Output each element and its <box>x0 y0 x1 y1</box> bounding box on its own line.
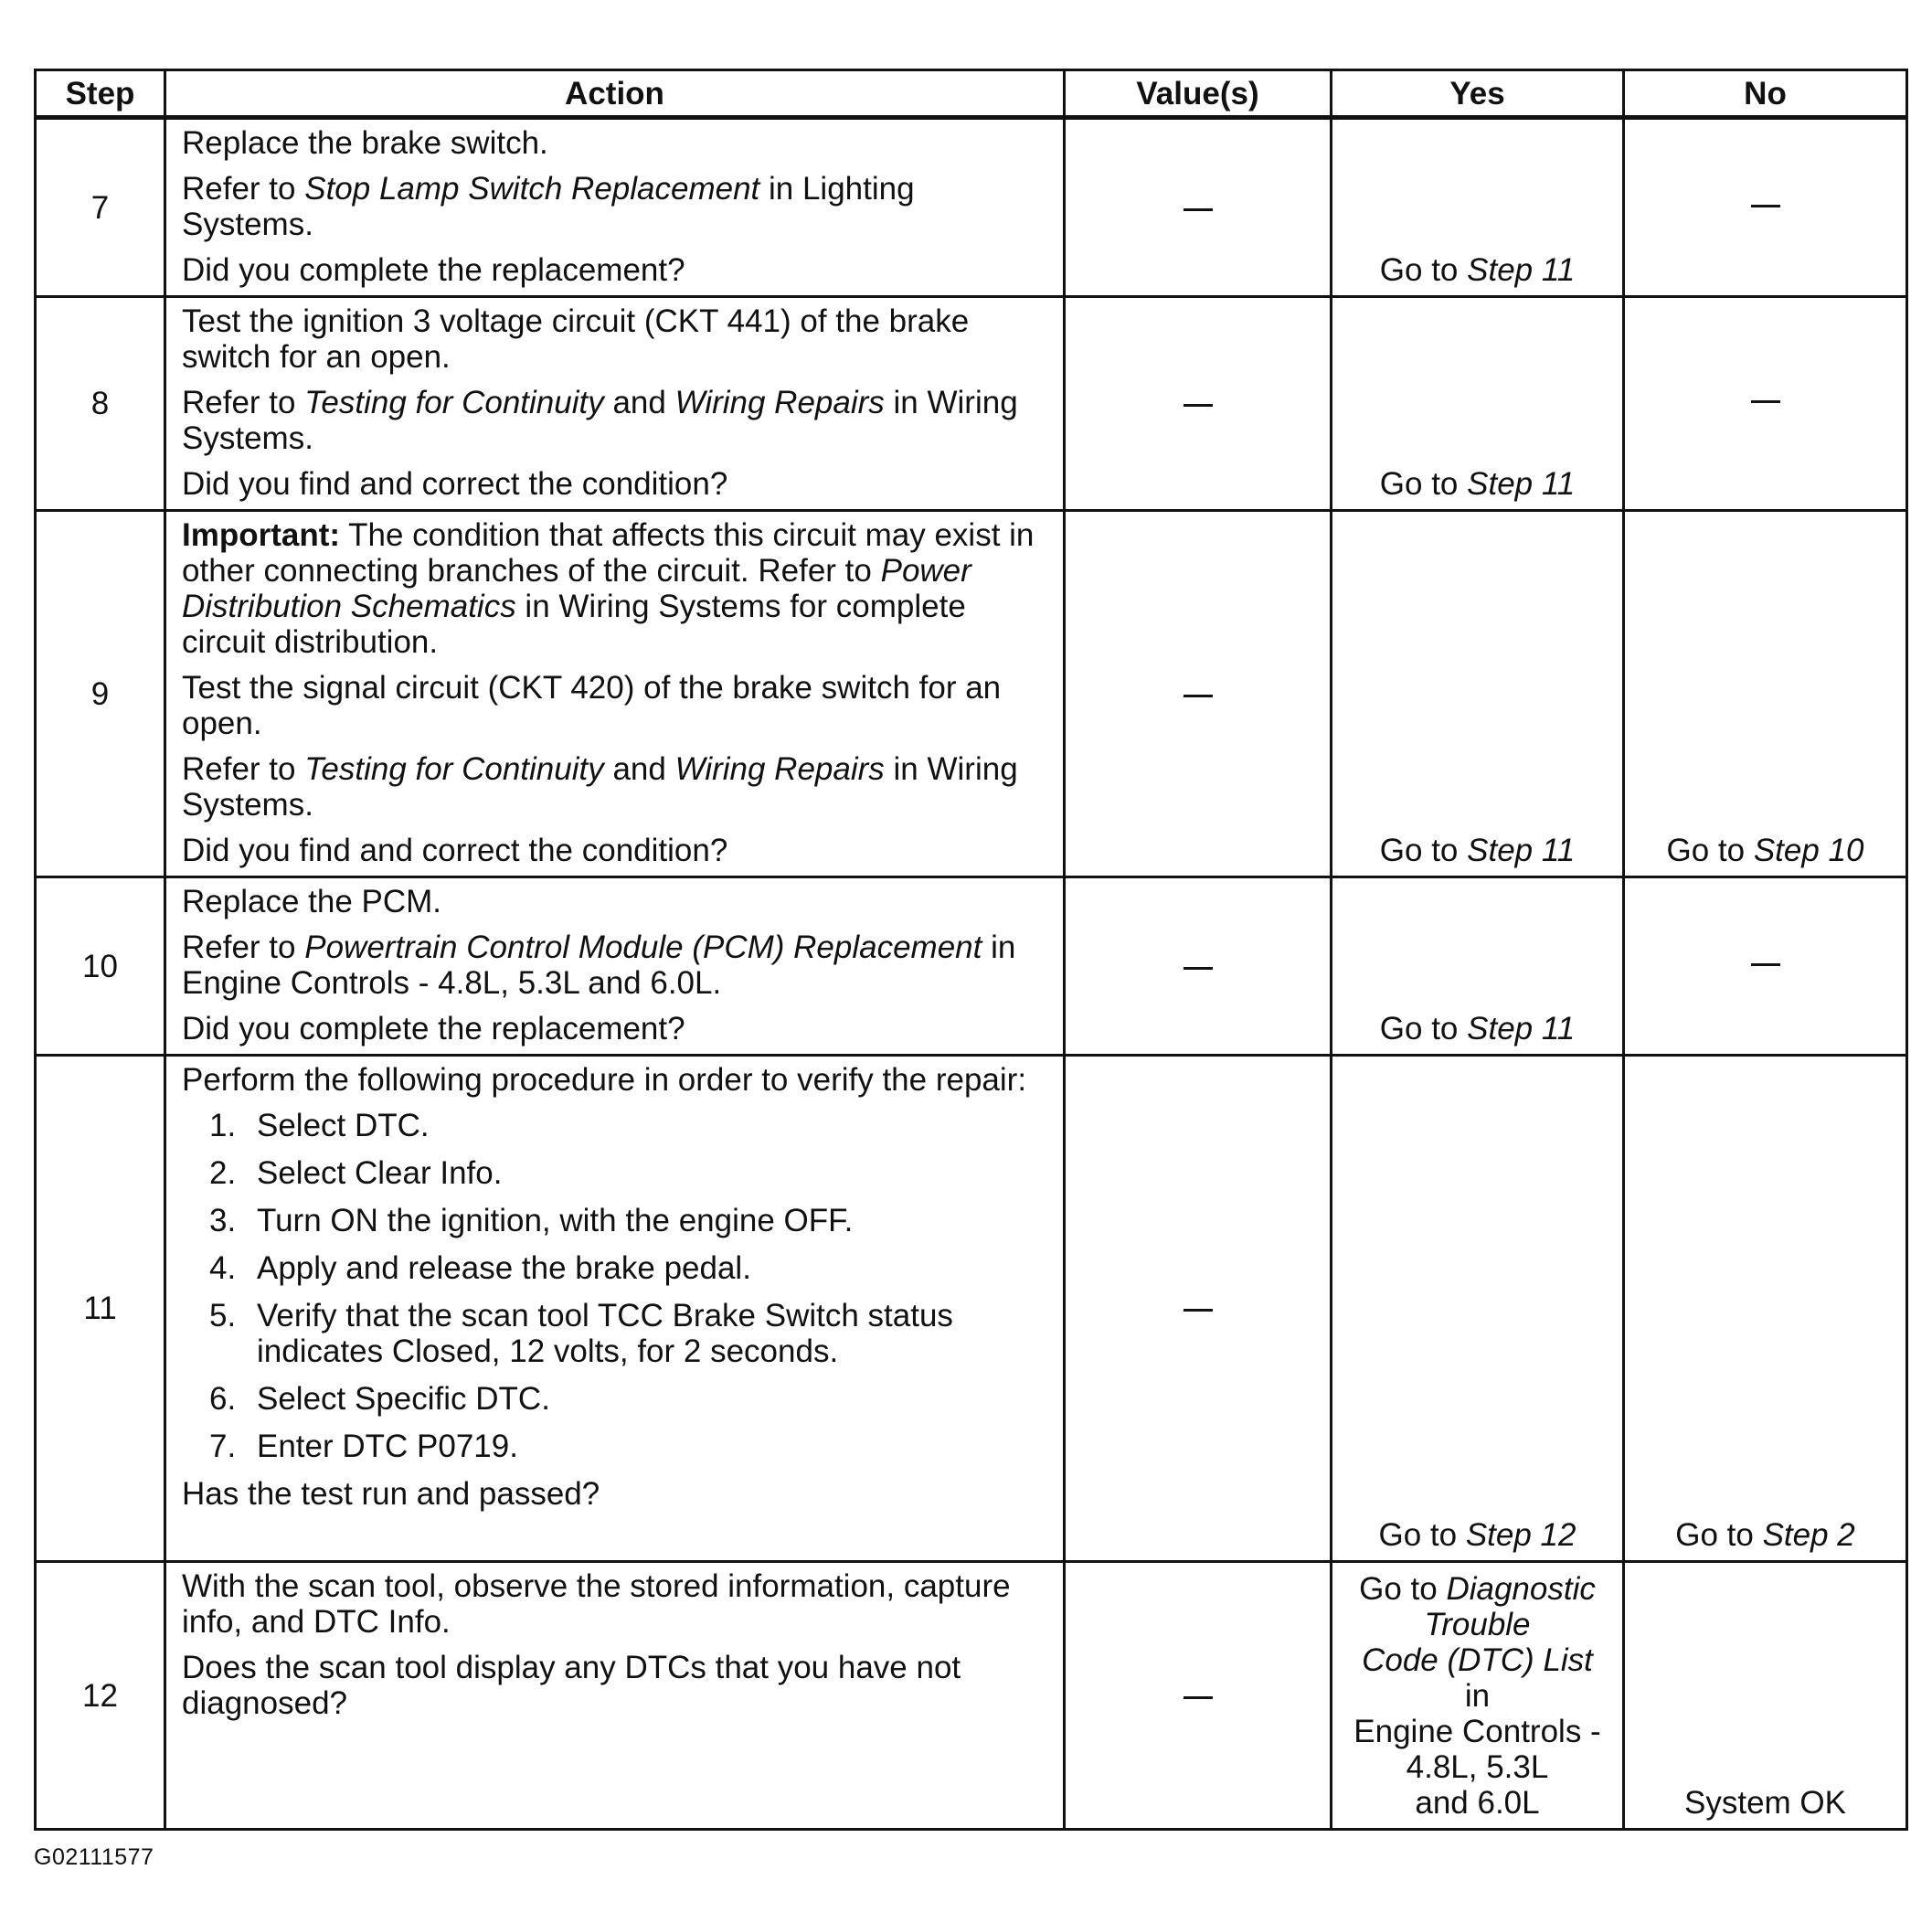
no-cell <box>1624 297 1907 511</box>
list-item: 5. Verify that the scan tool TCC Brake Switch status indicates Closed, 12 volts, for 2 seconds. <box>209 1298 953 1369</box>
action-question: Did you complete the replacement? <box>182 1011 685 1046</box>
dash-mark <box>1751 400 1780 403</box>
action-text: Refer to Stop Lamp Switch Replacement in Lighting Systems. <box>182 171 915 242</box>
yes-cell: Go to Step 12 <box>1332 1056 1624 1562</box>
dash-mark <box>1751 205 1780 207</box>
reference-link[interactable]: Wiring Repairs <box>674 385 885 420</box>
action-question: Does the scan tool display any DTCs that you have not diagnosed? <box>182 1650 961 1721</box>
procedure-list <box>182 1108 1052 1464</box>
yes-cell: Go to Step 11 <box>1332 877 1624 1056</box>
action-question: Has the test run and passed? <box>182 1476 600 1512</box>
header-no: No <box>1624 70 1907 118</box>
table-row <box>36 1562 1907 1830</box>
reference-link[interactable]: Stop Lamp Switch Replacement <box>304 171 760 207</box>
action-text: Refer to Powertrain Control Module (PCM) Replacement in Engine Controls - 4.8L, 5.3L and 6.0L. <box>182 930 1016 1001</box>
action-text: Refer to Testing for Continuity and Wiring Repairs in Wiring Systems. <box>182 385 1018 456</box>
no-cell <box>1624 118 1907 297</box>
yes-line: Go to Diagnostic <box>1359 1571 1596 1607</box>
dash-mark <box>1184 1309 1213 1312</box>
figure-id: G02111577 <box>34 1844 154 1870</box>
action-text: Important: The condition that affects this circuit may exist in other connecting branches of the circuit. Refer to Power Distribution Schematics in Wiring Systems for complete circuit distribution. <box>182 517 1035 660</box>
yes-line: Engine Controls - <box>1353 1714 1601 1749</box>
yes-line: 4.8L, 5.3L <box>1406 1749 1549 1785</box>
no-cell: Go to Step 2 <box>1624 1056 1907 1562</box>
step-number: 11 <box>36 1056 165 1562</box>
table-row <box>36 877 1907 1056</box>
table-row <box>36 511 1907 877</box>
step-link[interactable]: Step 12 <box>1465 1517 1576 1553</box>
reference-link[interactable]: Diagnostic <box>1446 1571 1596 1607</box>
action-text: Replace the brake switch. <box>182 125 548 161</box>
header-values: Value(s) <box>1065 70 1332 118</box>
list-item: 2. Select Clear Info. <box>209 1155 503 1191</box>
dash-mark <box>1184 404 1213 407</box>
header-row <box>36 70 1907 118</box>
list-item: 4. Apply and release the brake pedal. <box>209 1250 751 1286</box>
action-text: Test the signal circuit (CKT 420) of the brake switch for an open. <box>182 670 1002 741</box>
list-item: 1. Select DTC. <box>209 1108 430 1143</box>
reference-link[interactable]: Wiring Repairs <box>674 751 885 787</box>
diagnostic-table <box>34 69 1908 1831</box>
dash-mark <box>1184 1696 1213 1699</box>
value-cell <box>1065 297 1332 511</box>
table-row <box>36 118 1907 297</box>
action-cell <box>165 118 1065 297</box>
action-text: With the scan tool, observe the stored information, capture info, and DTC Info. <box>182 1568 1011 1640</box>
reference-link[interactable]: Testing for Continuity <box>304 751 604 787</box>
value-cell <box>1065 1056 1332 1562</box>
dash-mark <box>1184 967 1213 970</box>
list-item: 6. Select Specific DTC. <box>209 1381 550 1417</box>
yes-line: Trouble <box>1424 1607 1531 1642</box>
action-cell <box>165 1056 1065 1562</box>
no-cell <box>1624 877 1907 1056</box>
step-link[interactable]: Step 2 <box>1762 1517 1855 1553</box>
step-number: 10 <box>36 877 165 1056</box>
action-cell <box>165 297 1065 511</box>
action-question: Did you find and correct the condition? <box>182 466 728 502</box>
yes-line: Code (DTC) List <box>1362 1642 1593 1678</box>
action-question: Did you complete the replacement? <box>182 252 685 288</box>
action-text: Perform the following procedure in order to verify the repair: <box>182 1062 1027 1098</box>
step-number: 8 <box>36 297 165 511</box>
action-text: Test the ignition 3 voltage circuit (CKT 441) of the brake switch for an open. <box>182 303 970 375</box>
table-row <box>36 1056 1907 1562</box>
list-item: 7. Enter DTC P0719. <box>209 1429 518 1464</box>
dash-mark <box>1184 208 1213 211</box>
yes-cell: Go to Step 11 <box>1332 511 1624 877</box>
header-step: Step <box>36 70 165 118</box>
action-cell <box>165 511 1065 877</box>
reference-link[interactable]: Powertrain Control Module (PCM) Replacement <box>304 930 982 965</box>
step-number: 9 <box>36 511 165 877</box>
value-cell <box>1065 511 1332 877</box>
value-cell <box>1065 118 1332 297</box>
list-item: 3. Turn ON the ignition, with the engine OFF. <box>209 1203 854 1238</box>
step-link[interactable]: Step 11 <box>1467 466 1576 502</box>
value-cell <box>1065 877 1332 1056</box>
no-cell: Go to Step 10 <box>1624 511 1907 877</box>
yes-line: in <box>1464 1678 1491 1714</box>
yes-cell <box>1332 1562 1624 1830</box>
step-link[interactable]: Step 11 <box>1467 1011 1576 1046</box>
table-row <box>36 297 1907 511</box>
action-text: Replace the PCM. <box>182 884 442 919</box>
step-number: 12 <box>36 1562 165 1830</box>
step-link[interactable]: Step 10 <box>1753 833 1864 868</box>
action-text: Refer to Testing for Continuity and Wiring Repairs in Wiring Systems. <box>182 751 1018 823</box>
value-cell <box>1065 1562 1332 1830</box>
dash-mark <box>1751 963 1780 966</box>
no-cell: System OK <box>1624 1562 1907 1830</box>
yes-line: and 6.0L <box>1415 1785 1540 1821</box>
step-link[interactable]: Step 11 <box>1467 833 1576 868</box>
yes-cell: Go to Step 11 <box>1332 118 1624 297</box>
reference-link[interactable]: Testing for Continuity <box>304 385 604 420</box>
action-cell <box>165 1562 1065 1830</box>
step-number: 7 <box>36 118 165 297</box>
step-link[interactable]: Step 11 <box>1467 252 1576 288</box>
important-label: Important: <box>182 517 341 553</box>
action-cell <box>165 877 1065 1056</box>
action-question: Did you find and correct the condition? <box>182 833 728 868</box>
yes-cell: Go to Step 11 <box>1332 297 1624 511</box>
dash-mark <box>1184 695 1213 697</box>
header-yes: Yes <box>1332 70 1624 118</box>
reference-link[interactable]: Power Distribution Schematics <box>182 553 971 624</box>
header-action: Action <box>165 70 1065 118</box>
